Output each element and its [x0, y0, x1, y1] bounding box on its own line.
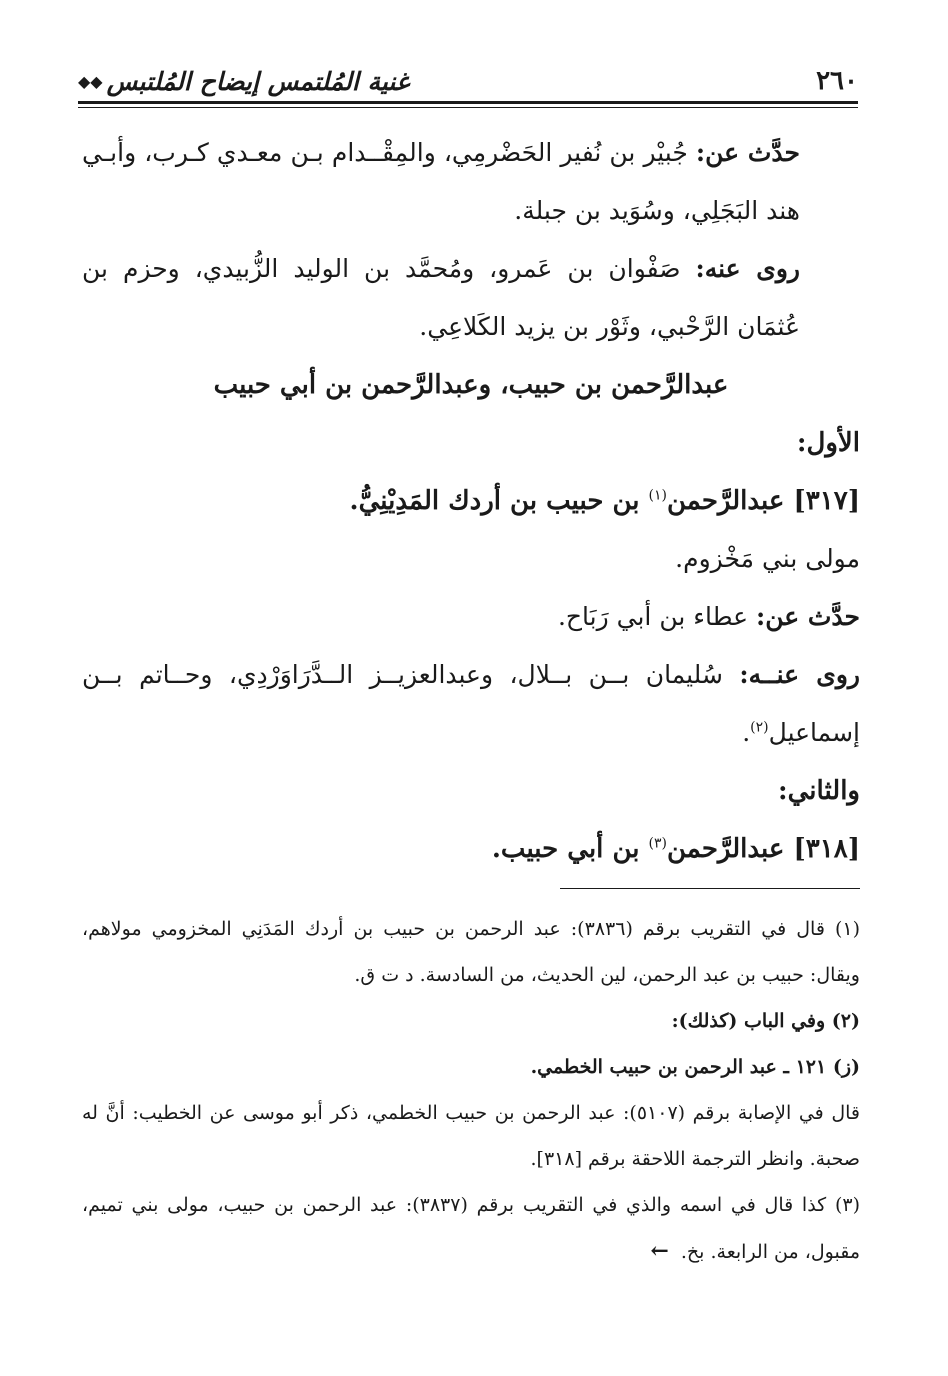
client-paragraph: مولى بني مَخْزوم.: [675, 544, 860, 573]
page-header: [78, 56, 858, 96]
footnote-3: [82, 1182, 860, 1275]
narrated-from-paragraph-2: [82, 588, 860, 646]
main-text: [82, 124, 860, 878]
narrated-by-text-2: سُليمان بــن بــلال، وعبدالعزيــز الــدَّرَاوَرْدِي، وحــاتم بــن إسماعيل: [82, 660, 860, 747]
second-heading: والثاني:: [778, 776, 860, 806]
entry-number-2: [٣١٨]: [784, 834, 860, 864]
header-rule-thick: [78, 101, 858, 104]
header-rule-thin: [78, 107, 858, 108]
footnote-ref-3: (٣): [648, 835, 668, 852]
footnote-ref-2: (٢): [750, 719, 769, 736]
narrated-by-paragraph: [82, 240, 800, 356]
footnote-separator: [560, 888, 860, 889]
entry-rest: بن حبيب بن أردك المَدِيْنِيُّ.: [349, 486, 649, 516]
entry-name: عبدالرَّحمن: [667, 486, 785, 516]
running-title: غنية المُلتمس إيضاح المُلتبس: [106, 67, 410, 96]
footnote-2-text: قال في الإصابة برقم (٥١٠٧): عبد الرحمن بن حبيب الخطمي، ذكر أبو موسى عن الخطيب: أنَّ له صحبة. وانظر الترجمة اللاحقة برقم [٣١٨].: [82, 1102, 860, 1170]
section-title: عبدالرَّحمن بن حبيب، وعبدالرَّحمن بن أبي حبيب: [213, 370, 729, 400]
running-title-group: [78, 67, 409, 96]
first-heading: الأول:: [796, 428, 860, 458]
diamond-ornament-icon: ◆◆: [78, 72, 103, 91]
narrated-by-paragraph-2: [82, 646, 860, 762]
footnote-2-entry: (ز) ١٢١ ـ عبد الرحمن بن حبيب الخطمي.: [530, 1056, 860, 1078]
entry-rest-2: بن أبي حبيب.: [491, 834, 649, 864]
period: .: [742, 718, 751, 747]
footnote-ref: (١): [648, 487, 668, 504]
narrated-from-label-2: حدَّث عن:: [756, 602, 860, 631]
narrated-by-text: صَفْوان بن عَمرو، ومُحمَّد بن الوليد الزُّبيدي، وحزم بن عُثمَان الرَّحْبي، وثَوْر بن يزيد الكَلاعِي.: [82, 254, 800, 341]
narrated-by-label-2: روى عنــه:: [739, 660, 860, 689]
entry-name-2: عبدالرَّحمن: [667, 834, 785, 864]
entry-number: [٣١٧]: [784, 486, 860, 516]
narrated-from-paragraph: [82, 124, 800, 240]
page-number: ٢٦٠: [816, 66, 858, 96]
footnote-2-heading: (٢) وفي الباب (كذلك):: [671, 1010, 860, 1032]
continue-arrow-icon: ←: [650, 1238, 669, 1264]
footnotes: [82, 906, 860, 1275]
footnote-3-text: (٣) كذا قال في اسمه والذي في التقريب برقم (٣٨٣٧): عبد الرحمن بن حبيب، مولى بني تميم، مقبول، من الرابعة. بخ.: [82, 1194, 860, 1263]
entry-318: [82, 820, 860, 878]
entry-317: [82, 472, 860, 530]
narrated-from-text-2: عطاء بن أبي رَبَاح.: [557, 602, 756, 631]
footnote-1: (١) قال في التقريب برقم (٣٨٣٦): عبد الرحمن بن حبيب بن أردك المَدَنِي المخزومي مولاهم، ويقال: حبيب بن عبد الرحمن، لين الحديث، من السادسة. د ت ق.: [82, 918, 860, 986]
narrated-by-label: روى عنه:: [695, 254, 801, 283]
narrated-from-text: جُبيْر بن نُفير الحَضْرمِي، والمِقْــدام بـن معـدي كـرب، وأبـي هند البَجَلِي، وسُوَيد بن جبلة.: [82, 138, 800, 225]
narrated-from-label: حدَّث عن:: [695, 138, 800, 167]
